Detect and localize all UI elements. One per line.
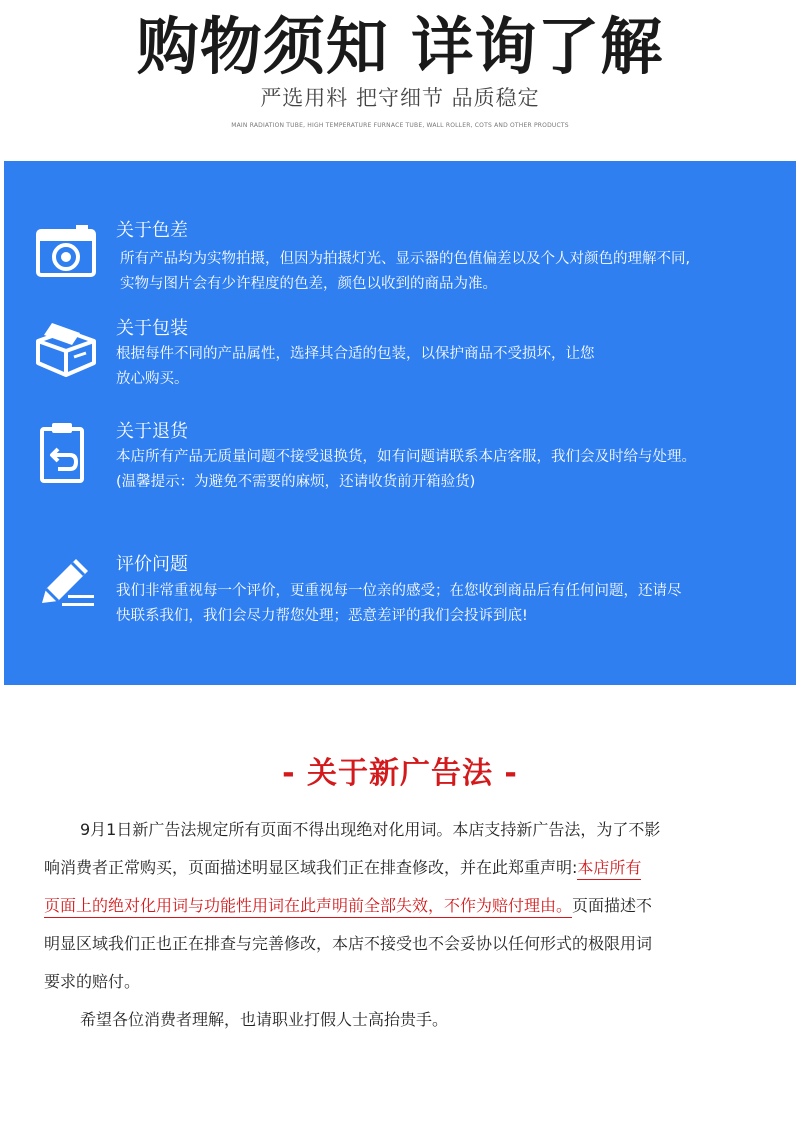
- notice-heading: 关于色差: [116, 220, 188, 241]
- notice-body: [116, 445, 788, 495]
- ad-law-title: - 关于新广告法 -: [282, 756, 518, 791]
- page-title: 购物须知 详询了解: [136, 10, 664, 83]
- ad-law-text: 希望各位消费者理解，也请职业打假人士高抬贵手。: [80, 1010, 449, 1029]
- ad-law-text: 要求的赔付。: [44, 972, 141, 991]
- notice-heading: 关于包装: [116, 318, 188, 339]
- notice-line: 快联系我们，我们会尽力帮您处理；恶意差评的我们会投诉到底!: [116, 608, 528, 624]
- notice-body: [116, 579, 788, 629]
- ad-law-text: 页面描述不: [572, 896, 653, 915]
- ad-law-highlight: 页面上的绝对化用词与功能性用词在此声明前全部失效，不作为赔付理由。: [44, 896, 572, 918]
- notice-line: 实物与图片会有少许程度的色差，颜色以收到的商品为准。: [120, 276, 497, 292]
- notice-line: 所有产品均为实物拍摄，但因为拍摄灯光、显示器的色值偏差以及个人对颜色的理解不同,: [120, 251, 691, 267]
- notice-line: 放心购买。: [116, 371, 189, 387]
- page-subtitle: 严选用料 把守细节 品质稳定: [260, 86, 540, 110]
- notice-panel: [4, 161, 796, 685]
- camera-icon: [32, 221, 100, 289]
- page-tagline: MAIN RADIATION TUBE, HIGH TEMPERATURE FURNACE TUBE, WALL ROLLER, COTS AND OTHER PRODUCTS: [231, 122, 569, 129]
- notice-line: 本店所有产品无质量问题不接受退换货，如有问题请联系本店客服，我们会及时给与处理。: [116, 449, 696, 465]
- ad-law-line: [44, 894, 764, 918]
- notice-line: 根据每件不同的产品属性，选择其合适的包装，以保护商品不受损坏，让您: [116, 346, 595, 362]
- ad-law-line: [80, 818, 800, 842]
- ad-law-line: [44, 970, 764, 994]
- notice-body: [116, 342, 788, 392]
- notice-line: 我们非常重视每一个评价，更重视每一位亲的感受；在您收到商品后有任何问题，还请尽: [116, 583, 682, 599]
- notice-heading: 关于退货: [116, 421, 188, 442]
- ad-law-text: 明显区域我们正也正在排查与完善修改，本店不接受也不会妥协以任何形式的极限用词: [44, 934, 653, 953]
- ad-law-line: [80, 1008, 800, 1032]
- clipboard-return-icon: [28, 419, 96, 487]
- ad-law-text: 响消费者正常购买，页面描述明显区域我们正在排查修改，并在此郑重声明:: [44, 858, 578, 877]
- ad-law-line: [44, 856, 764, 880]
- notice-line: (温馨提示：为避免不需要的麻烦，还请收货前开箱验货): [116, 474, 476, 490]
- notice-body: [120, 247, 792, 297]
- ad-law-line: [44, 932, 764, 956]
- ad-law-text: 9月1日新广告法规定所有页面不得出现绝对化用词。本店支持新广告法，为了不影: [80, 820, 661, 839]
- notice-heading: 评价问题: [116, 554, 188, 575]
- package-icon: [32, 317, 100, 385]
- pencil-icon: [32, 547, 100, 615]
- ad-law-highlight: 本店所有: [577, 858, 641, 880]
